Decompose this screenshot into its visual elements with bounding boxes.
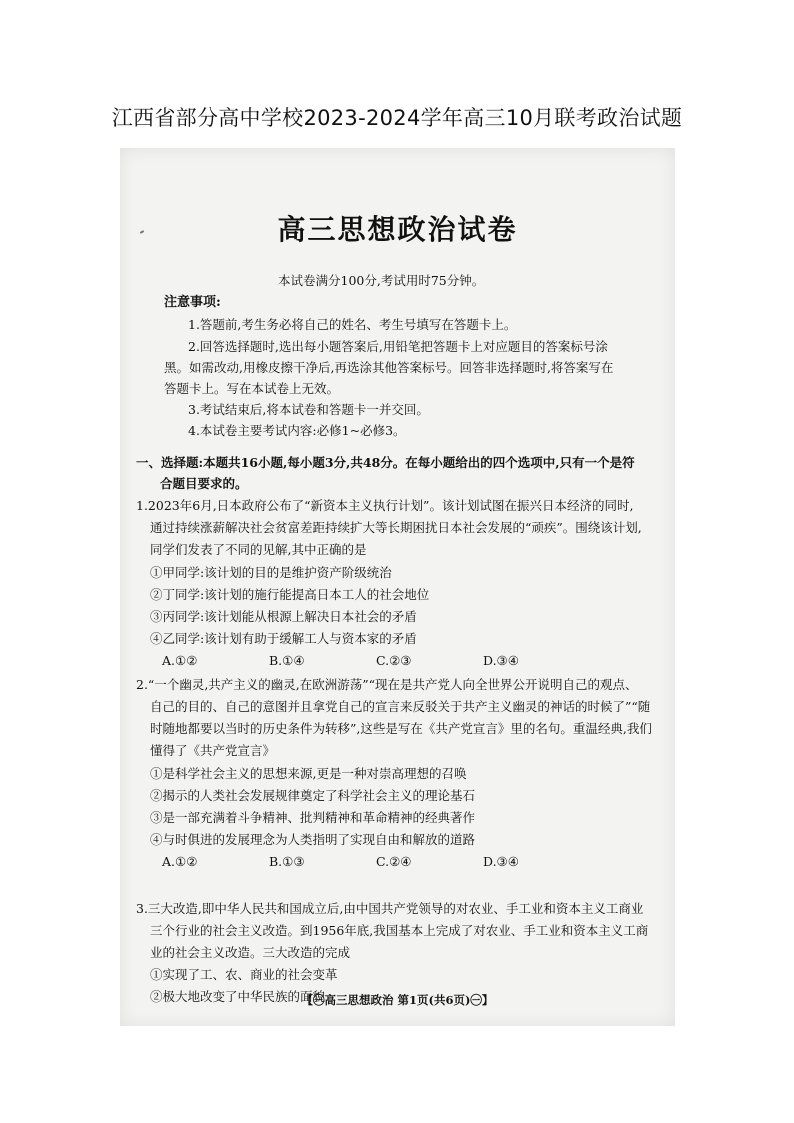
question-2-stem: 自己的目的、自己的意图并且拿党自己的宣言来反驳关于共产主义幽灵的神话的时候了”“随 xyxy=(150,699,651,714)
question-1-statement: ④乙同学:该计划有助于缓解工人与资本家的矛盾 xyxy=(150,631,417,646)
notice-item-2: 2.回答选择题时,选出每小题答案后,用铅笔把答题卡上对应题目的答案标号涂 xyxy=(188,339,608,354)
question-2-statement: ③是一部充满着斗争精神、批判精神和革命精神的经典著作 xyxy=(150,810,476,825)
notice-item-2-cont: 答题卡上。写在本试卷上无效。 xyxy=(164,381,340,396)
notice-heading: 注意事项: xyxy=(164,295,221,310)
question-2-statement: ②揭示的人类社会发展规律奠定了科学社会主义的理论基石 xyxy=(150,788,476,803)
question-2-options xyxy=(162,851,590,872)
section-heading-cont: 合题目要求的。 xyxy=(160,476,248,491)
notice-item-3: 3.考试结束后,将本试卷和答题卡一并交回。 xyxy=(188,402,429,417)
question-2-stem: 时随地都要以当时的历史条件为转移”,这些是写在《共产党宣言》里的名句。重温经典,我们 xyxy=(150,721,652,736)
question-1-stem: 同学们发表了不同的见解,其中正确的是 xyxy=(150,542,367,557)
notice-item-1: 1.答题前,考生务必将自己的姓名、考生号填写在答题卡上。 xyxy=(188,317,517,332)
question-1-options xyxy=(162,650,590,671)
question-3-stem: 三个行业的社会主义改造。到1956年底,我国基本上完成了对农业、手工业和资本主义工商 xyxy=(150,923,649,938)
paper-title: 高三思想政治试卷 xyxy=(277,213,518,246)
question-1-stem: 1.2023年6月,日本政府公布了“新资本主义执行计划”。该计划试图在振兴日本经济的同时, xyxy=(136,498,634,513)
option-c: C.②④ xyxy=(376,854,412,869)
question-1-statement: ②丁同学:该计划的施行能提高日本工人的社会地位 xyxy=(150,587,430,602)
question-1-statement: ③丙同学:该计划能从根源上解决日本社会的矛盾 xyxy=(150,609,417,624)
document-title: 江西省部分高中学校2023-2024学年高三10月联考政治试题 xyxy=(111,106,683,130)
question-2-statement: ④与时俱进的发展理念为人类指明了实现自由和解放的道路 xyxy=(150,832,476,847)
page-footer: 【㊀高三思想政治 第1页(共6页)㊀】 xyxy=(301,993,494,1007)
option-b: B.①④ xyxy=(269,653,305,668)
section-heading: 一、选择题:本题共16小题,每小题3分,共48分。在每小题给出的四个选项中,只有一个是符 xyxy=(136,455,635,470)
question-3-stem: 3.三大改造,即中华人民共和国成立后,由中国共产党领导的对农业、手工业和资本主义工商业 xyxy=(136,901,644,916)
question-2-stem: 2.“一个幽灵,共产主义的幽灵,在欧洲游荡”“现在是共产党人向全世界公开说明自己的观点、 xyxy=(136,677,638,692)
question-3-stem: 业的社会主义改造。三大改造的完成 xyxy=(150,945,351,960)
exam-info: 本试卷满分100分,考试用时75分钟。 xyxy=(278,273,485,288)
question-2-stem: 懂得了《共产党宣言》 xyxy=(150,743,276,758)
notice-item-2-cont: 黑。如需改动,用橡皮擦干净后,再选涂其他答案标号。回答非选择题时,将答案写在 xyxy=(164,360,614,375)
option-b: B.①③ xyxy=(269,854,305,869)
option-d: D.③④ xyxy=(483,653,519,668)
option-a: A.①② xyxy=(162,653,198,668)
question-3-statement: ②极大地改变了中华民族的面貌 xyxy=(150,989,326,1004)
option-d: D.③④ xyxy=(483,854,519,869)
question-2-statement: ①是科学社会主义的思想来源,更是一种对崇高理想的召唤 xyxy=(150,766,467,781)
question-1-stem: 通过持续涨薪解决社会贫富差距持续扩大等长期困扰日本社会发展的“顽疾”。围绕该计划, xyxy=(150,520,642,535)
question-3-statement: ①实现了工、农、商业的社会变革 xyxy=(150,967,338,982)
notice-item-4: 4.本试卷主要考试内容:必修1~必修3。 xyxy=(188,423,406,438)
option-c: C.②③ xyxy=(376,653,412,668)
question-1-statement: ①甲同学:该计划的目的是维护资产阶级统治 xyxy=(150,565,392,580)
scanned-page xyxy=(120,148,675,1026)
option-a: A.①② xyxy=(162,854,198,869)
